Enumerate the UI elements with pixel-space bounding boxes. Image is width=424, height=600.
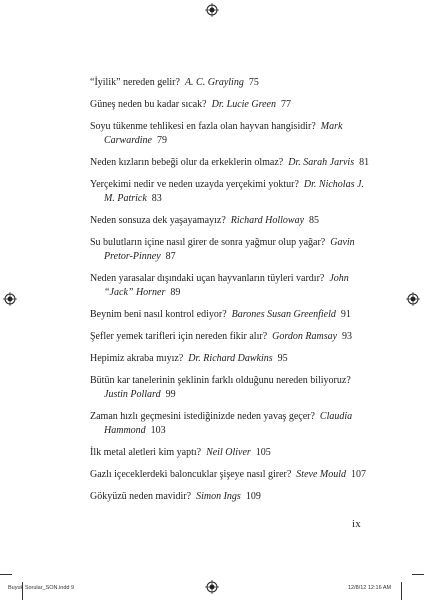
entry-author: Dr. Richard Dawkins <box>188 353 273 364</box>
entry-author: John “Jack” Horner <box>104 273 349 298</box>
toc-entry <box>90 214 370 228</box>
toc-entry <box>90 76 370 90</box>
slug-timestamp: 12/8/12 12:16 AM <box>348 585 392 591</box>
entry-author: Neil Oliver <box>206 447 251 458</box>
registration-mark-icon <box>3 292 17 306</box>
entry-author: Gavin Pretor-Pinney <box>104 237 355 262</box>
entry-author: Simon Ings <box>196 491 241 502</box>
entry-author: Dr. Lucie Green <box>211 99 276 110</box>
entry-question: Neden sonsuza dek yaşayamayız? <box>90 215 226 226</box>
toc-entry <box>90 374 370 402</box>
entry-question: Neden yarasalar dışındaki uçan hayvanların tüyleri vardır? <box>90 273 325 284</box>
entry-page-number: 109 <box>245 491 261 502</box>
entry-author: Barones Susan Greenfield <box>231 309 336 320</box>
entry-page-number: 105 <box>255 447 271 458</box>
toc-entry <box>90 490 370 504</box>
entry-page-number: 81 <box>359 157 370 168</box>
entry-author: Mark Carwardine <box>104 121 343 146</box>
toc-entry <box>90 98 370 112</box>
entry-page-number: 85 <box>309 215 320 226</box>
entry-question: Güneş neden bu kadar sıcak? <box>90 99 207 110</box>
entry-page-number: 99 <box>165 389 176 400</box>
entry-question: Soyu tükenme tehlikesi en fazla olan hayvan hangisidir? <box>90 121 316 132</box>
slug-filename: Buyuk Sorular_SON.indd 9 <box>8 585 75 591</box>
toc-entry <box>90 410 370 438</box>
toc-entry <box>90 156 370 170</box>
entry-author: Dr. Sarah Jarvis <box>288 157 355 168</box>
toc-entry <box>90 330 370 344</box>
entry-author: Richard Holloway <box>230 215 305 226</box>
entry-question: “İyilik” nereden gelir? <box>90 77 180 88</box>
trim-mark <box>412 574 424 575</box>
entry-question: Yerçekimi nedir ve neden uzayda yerçekimi yoktur? <box>90 179 299 190</box>
toc-entry <box>90 178 370 206</box>
entry-question: Neden kızların bebeği olur da erkeklerin olmaz? <box>90 157 284 168</box>
entry-author: A. C. Grayling <box>184 77 244 88</box>
entry-page-number: 89 <box>170 287 181 298</box>
registration-mark-icon <box>406 292 420 306</box>
entry-page-number: 91 <box>340 309 351 320</box>
toc-entry <box>90 446 370 460</box>
toc-entry <box>90 352 370 366</box>
trim-mark <box>401 582 402 600</box>
entry-page-number: 75 <box>248 77 259 88</box>
entry-question: Bütün kar tanelerinin şeklinin farklı olduğunu nereden biliyoruz? <box>90 375 351 386</box>
page-number: ix <box>352 519 362 530</box>
registration-mark-icon <box>205 580 219 594</box>
entry-author: Claudia Hammond <box>104 411 353 436</box>
entry-author: Steve Mould <box>296 469 346 480</box>
entry-question: Şefler yemek tarifleri için nereden fikir alır? <box>90 331 268 342</box>
entry-question: Zaman hızlı geçmesini istediğinizde neden yavaş geçer? <box>90 411 315 422</box>
entry-question: Su bulutların içine nasıl girer de sonra yağmur olup yağar? <box>90 237 326 248</box>
entry-question: Gökyüzü neden mavidir? <box>90 491 192 502</box>
entry-page-number: 83 <box>151 193 162 204</box>
entry-question: İlk metal aletleri kim yaptı? <box>90 447 202 458</box>
entry-page-number: 107 <box>351 469 366 480</box>
toc-entry <box>90 272 370 300</box>
entry-page-number: 79 <box>156 135 167 146</box>
entry-author: Gordon Ramsay <box>272 331 338 342</box>
entry-question: Beynim beni nasıl kontrol ediyor? <box>90 309 227 320</box>
entry-page-number: 87 <box>165 251 176 262</box>
entry-question: Hepimiz akraba mıyız? <box>90 353 184 364</box>
toc-entry <box>90 308 370 322</box>
entry-page-number: 93 <box>342 331 353 342</box>
entry-page-number: 95 <box>277 353 288 364</box>
trim-mark <box>0 574 12 575</box>
entry-page-number: 103 <box>150 425 166 436</box>
entry-page-number: 77 <box>280 99 291 110</box>
entry-question: Gazlı içeceklerdeki baloncuklar şişeye nasıl girer? <box>90 469 292 480</box>
registration-mark-icon <box>205 3 219 17</box>
toc-entry <box>90 236 370 264</box>
toc-entry <box>90 120 370 148</box>
entry-author: Dr. Nicholas J. M. Patrick <box>104 179 364 204</box>
toc-entry <box>90 468 370 482</box>
entry-author: Justin Pollard <box>104 389 161 400</box>
toc-list <box>90 76 370 512</box>
